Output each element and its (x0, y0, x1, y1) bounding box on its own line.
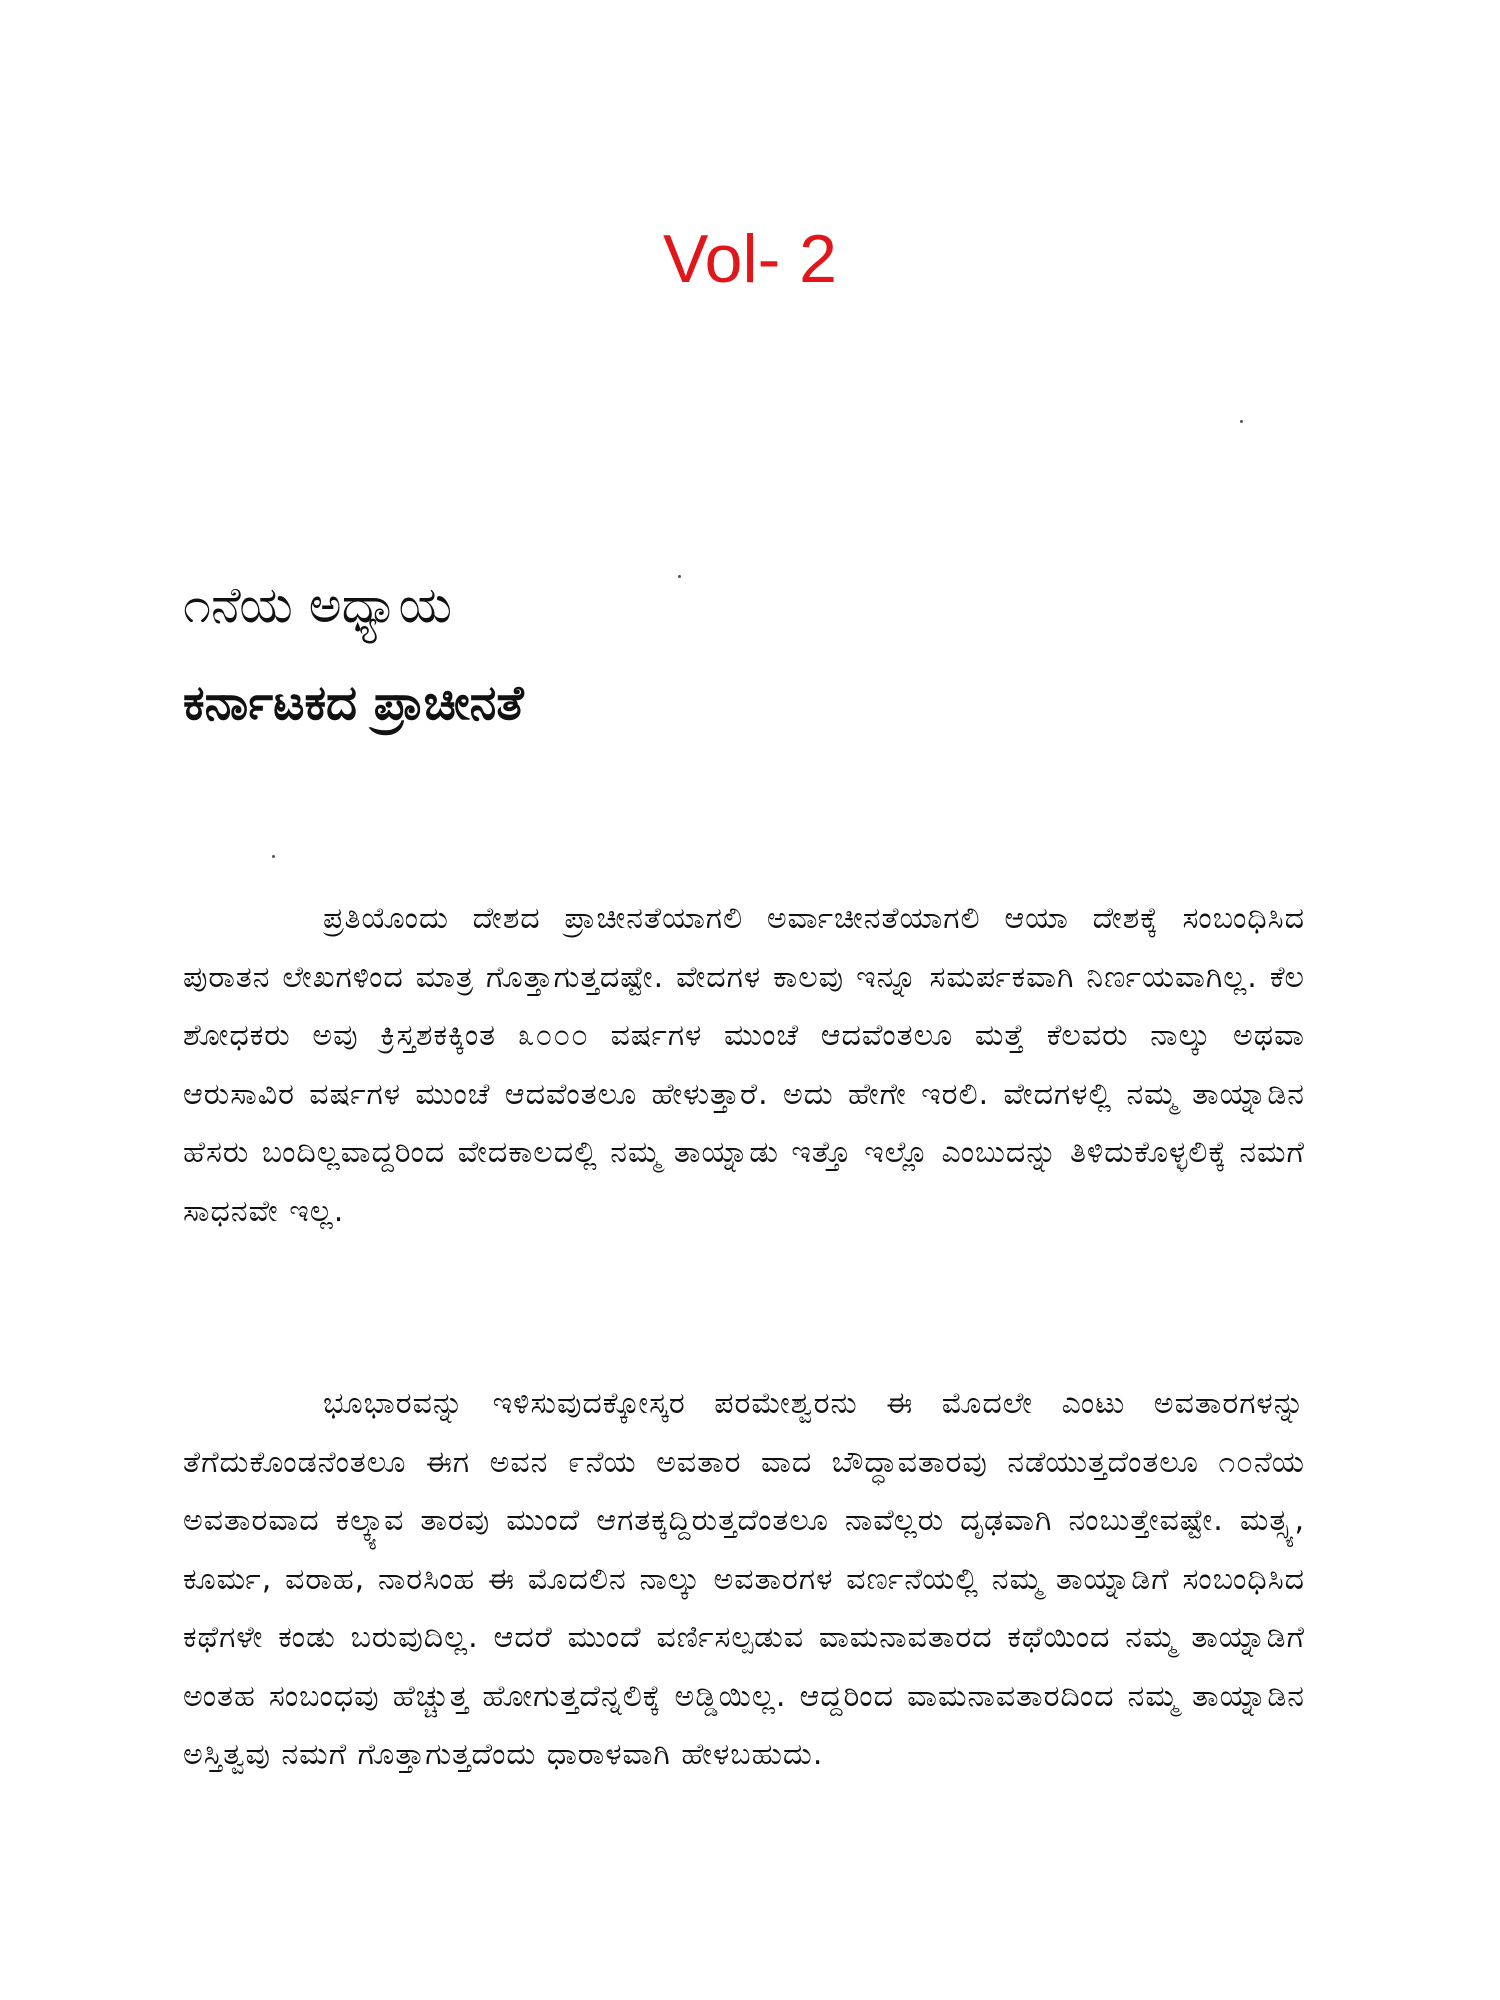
paragraph-1 (183, 890, 1305, 1241)
paragraph-text: ಪ್ರತಿಯೊಂದು ದೇಶದ ಪ್ರಾಚೀನತೆಯಾಗಲಿ ಅರ್ವಾಚೀನತೆಯಾಗಲಿ ಆಯಾ ದೇಶಕ್ಕೆ ಸಂಬಂಧಿಸಿದ ಪುರಾತನ ಲೇಖಗಳಿಂದ ಮಾತ್ರ ಗೊತ್ತಾಗುತ್ತದಷ್ಟೇ. ವೇದಗಳ ಕಾಲವು ಇನ್ನೂ ಸಮರ್ಪಕವಾಗಿ ನಿರ್ಣಯವಾಗಿಲ್ಲ. ಕೆಲ ಶೋಧಕರು ಅವು ಕ್ರಿಸ್ತಶಕಕ್ಕಿಂತ ೩೦೦೦ ವರ್ಷಗಳ ಮುಂಚೆ ಆದವೆಂತಲೂ ಮತ್ತೆ ಕೆಲವರು ನಾಲ್ಕು ಅಥವಾ ಆರುಸಾವಿರ ವರ್ಷಗಳ ಮುಂಚೆ ಆದವೆಂತಲೂ ಹೇಳುತ್ತಾರೆ. ಅದು ಹೇಗೇ ಇರಲಿ. ವೇದಗಳಲ್ಲಿ ನಮ್ಮ ತಾಯ್ನಾಡಿನ ಹೆಸರು ಬಂದಿಲ್ಲವಾದ್ದರಿಂದ ವೇದಕಾಲದಲ್ಲಿ ನಮ್ಮ ತಾಯ್ನಾಡು ಇತ್ತೊ ಇಲ್ಲೊ ಎಂಬುದನ್ನು ತಿಳಿದುಕೊಳ್ಳಲಿಕ್ಕೆ ನಮಗೆ ಸಾಧನವೇ ಇಲ್ಲ. (183, 901, 1305, 1229)
chapter-title: ಕರ್ನಾಟಕದ ಪ್ರಾಚೀನತೆ (183, 675, 524, 731)
scan-speck (678, 575, 681, 578)
scan-speck (1240, 420, 1243, 423)
paragraph-2 (183, 1375, 1305, 1785)
scan-speck (272, 855, 275, 858)
volume-label: Vol- 2 (663, 221, 837, 297)
paragraph-text: ಭೂಭಾರವನ್ನು ಇಳಿಸುವುದಕ್ಕೋಸ್ಕರ ಪರಮೇಶ್ವರನು ಈ ಮೊದಲೇ ಎಂಟು ಅವತಾರಗಳನ್ನು ತೆಗೆದುಕೊಂಡನೆಂತಲೂ ಈಗ ಅವನ ೯ನೆಯ ಅವತಾರ ವಾದ ಬೌದ್ಧಾವತಾರವು ನಡೆಯುತ್ತದೆಂತಲೂ ೧೦ನೆಯ ಅವತಾರವಾದ ಕಲ್ಕ್ಯಾವ ತಾರವು ಮುಂದೆ ಆಗತಕ್ಕದ್ದಿರುತ್ತದೆಂತಲೂ ನಾವೆಲ್ಲರು ದೃಢವಾಗಿ ನಂಬುತ್ತೇವಷ್ಟೇ. ಮತ್ಸ್ಯ, ಕೂರ್ಮ, ವರಾಹ, ನಾರಸಿಂಹ ಈ ಮೊದಲಿನ ನಾಲ್ಕು ಅವತಾರಗಳ ವರ್ಣನೆಯಲ್ಲಿ ನಮ್ಮ ತಾಯ್ನಾಡಿಗೆ ಸಂಬಂಧಿಸಿದ ಕಥೆಗಳೇ ಕಂಡು ಬರುವುದಿಲ್ಲ. ಆದರೆ ಮುಂದೆ ವರ್ಣಿಸಲ್ಪಡುವ ವಾಮನಾವತಾರದ ಕಥೆಯಿಂದ ನಮ್ಮ ತಾಯ್ನಾಡಿಗೆ ಅಂತಹ ಸಂಬಂಧವು ಹೆಚ್ಚುತ್ತ ಹೋಗುತ್ತದೆನ್ನಲಿಕ್ಕೆ ಅಡ್ಡಿಯಿಲ್ಲ. ಆದ್ದರಿಂದ ವಾಮನಾವತಾರದಿಂದ ನಮ್ಮ ತಾಯ್ನಾಡಿನ ಅಸ್ತಿತ್ವವು ನಮಗೆ ಗೊತ್ತಾಗುತ್ತದೆಂದು ಧಾರಾಳವಾಗಿ ಹೇಳಬಹುದು. (183, 1386, 1305, 1772)
chapter-number: ೧ನೆಯ ಅಧ್ಯಾಯ (183, 576, 452, 634)
